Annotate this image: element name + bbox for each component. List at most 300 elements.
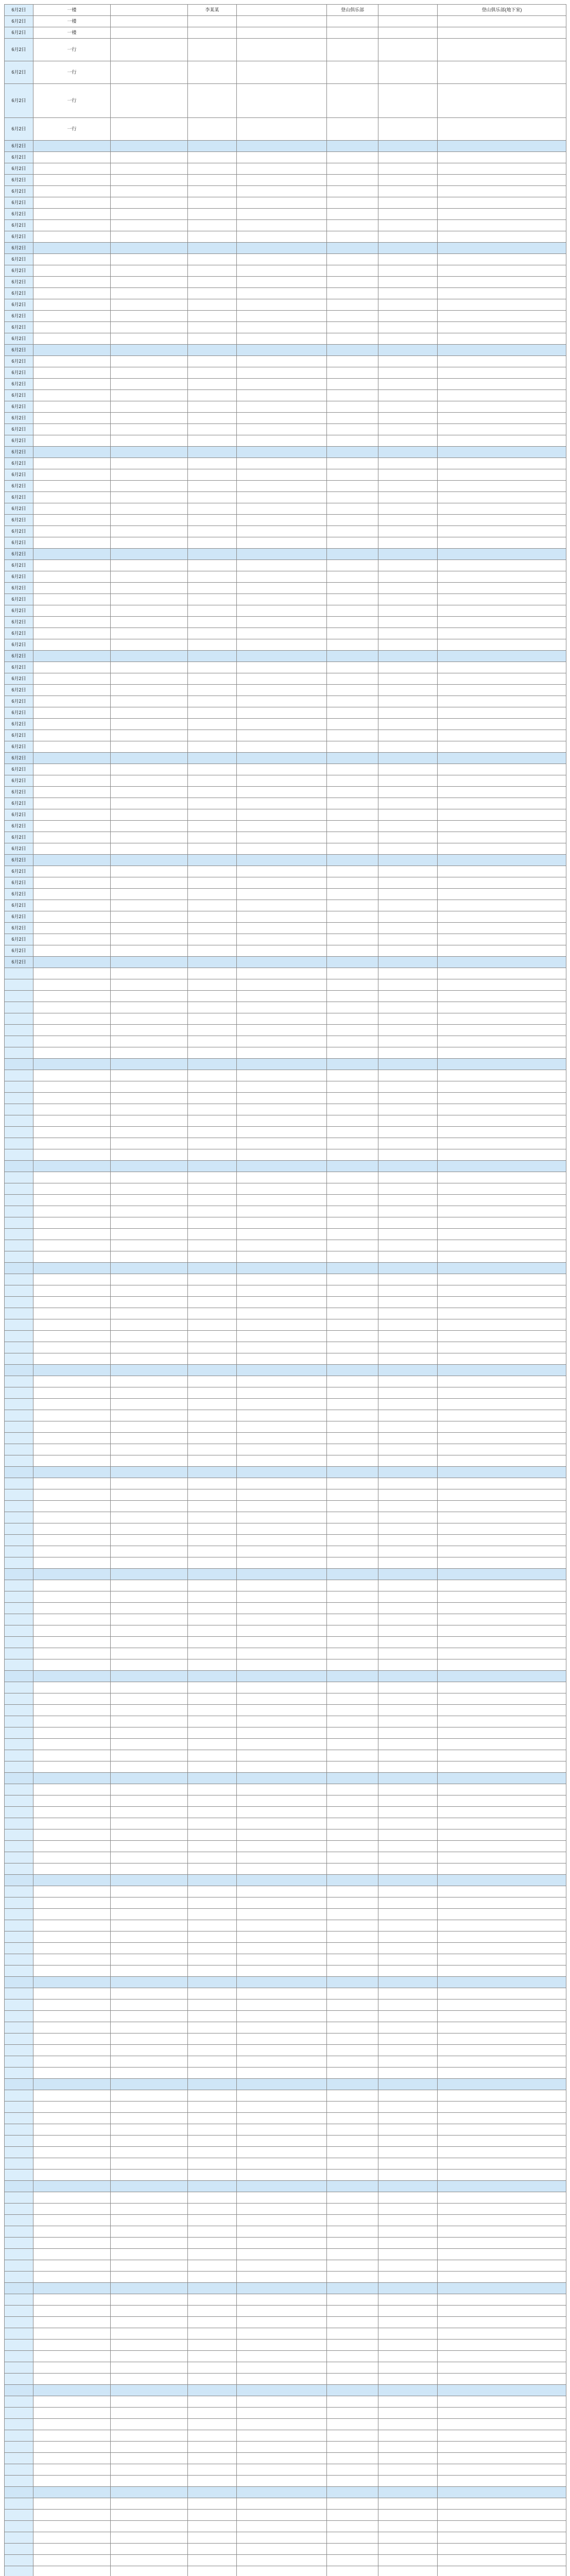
- table-cell: [188, 2385, 237, 2396]
- table-cell: [33, 526, 111, 537]
- table-cell: [111, 1104, 188, 1115]
- table-cell: [5, 1161, 33, 1172]
- table-cell: [33, 1739, 111, 1750]
- table-cell: [33, 1523, 111, 1535]
- table-cell: [111, 2226, 188, 2238]
- table-cell: [33, 2260, 111, 2272]
- table-cell: [378, 2317, 438, 2328]
- table-cell: [111, 605, 188, 617]
- table-cell: [5, 1047, 33, 1059]
- table-cell: [188, 2408, 237, 2419]
- table-cell: 6月2日: [5, 345, 33, 356]
- table-cell: [111, 1410, 188, 1421]
- table-cell: 6月2日: [5, 821, 33, 832]
- table-cell: [5, 2294, 33, 2306]
- table-cell: [188, 424, 237, 435]
- table-row: [5, 1455, 566, 1467]
- table-cell: [188, 957, 237, 968]
- table-cell: [5, 1036, 33, 1047]
- table-cell: [327, 1172, 378, 1183]
- table-cell: [237, 2067, 327, 2079]
- table-cell: [33, 1195, 111, 1206]
- table-row: [5, 617, 566, 628]
- table-cell: [188, 39, 237, 61]
- table-cell: [237, 2442, 327, 2453]
- table-cell: [378, 2464, 438, 2476]
- table-row: [5, 2170, 566, 2181]
- table-row: [5, 1138, 566, 1149]
- table-cell: [33, 1875, 111, 1886]
- table-cell: [33, 254, 111, 265]
- table-row: [5, 1115, 566, 1127]
- table-cell: [327, 1603, 378, 1614]
- table-cell: [327, 469, 378, 481]
- table-cell: [327, 639, 378, 651]
- table-cell: 6月2日: [5, 447, 33, 458]
- table-cell: 登山俱乐部(地下室): [438, 5, 566, 16]
- table-row: [5, 1444, 566, 1455]
- table-cell: [5, 979, 33, 991]
- table-cell: [378, 2113, 438, 2124]
- table-cell: [438, 605, 566, 617]
- table-cell: [111, 2487, 188, 2498]
- table-row: [5, 741, 566, 753]
- table-cell: [5, 1761, 33, 1773]
- table-cell: [237, 1172, 327, 1183]
- table-cell: 6月2日: [5, 911, 33, 923]
- table-cell: [438, 560, 566, 571]
- table-cell: [5, 1410, 33, 1421]
- table-row: [5, 1229, 566, 1240]
- table-cell: [237, 1070, 327, 1081]
- table-cell: [237, 2226, 327, 2238]
- table-cell: [378, 265, 438, 277]
- table-cell: [111, 1863, 188, 1875]
- table-cell: [378, 1444, 438, 1455]
- table-row: [5, 1931, 566, 1943]
- table-cell: [111, 855, 188, 866]
- table-cell: [33, 2158, 111, 2170]
- table-cell: [188, 685, 237, 696]
- table-row: [5, 2419, 566, 2430]
- table-cell: [327, 809, 378, 821]
- table-cell: [111, 447, 188, 458]
- table-cell: [33, 2306, 111, 2317]
- table-cell: [33, 1376, 111, 1387]
- table-cell: [327, 1557, 378, 1569]
- table-cell: [33, 855, 111, 866]
- table-cell: [5, 1467, 33, 1478]
- table-cell: [438, 288, 566, 299]
- table-cell: [111, 481, 188, 492]
- table-cell: [33, 685, 111, 696]
- table-cell: [327, 2362, 378, 2374]
- table-cell: [188, 1999, 237, 2011]
- table-row: [5, 197, 566, 209]
- table-cell: [237, 1274, 327, 1285]
- table-cell: [188, 401, 237, 413]
- table-cell: [188, 696, 237, 707]
- table-cell: [188, 979, 237, 991]
- table-cell: 6月2日: [5, 163, 33, 175]
- table-cell: [33, 1285, 111, 1297]
- table-cell: [237, 1535, 327, 1546]
- table-cell: [5, 1217, 33, 1229]
- table-cell: [438, 2045, 566, 2056]
- table-cell: [237, 2181, 327, 2192]
- table-row: [5, 2385, 566, 2396]
- table-cell: [438, 254, 566, 265]
- table-cell: [111, 2079, 188, 2090]
- table-row: [5, 1467, 566, 1478]
- table-cell: [5, 1059, 33, 1070]
- table-cell: [33, 2102, 111, 2113]
- table-cell: [188, 571, 237, 583]
- table-cell: [327, 957, 378, 968]
- table-cell: [111, 1535, 188, 1546]
- table-row: [5, 594, 566, 605]
- table-row: [5, 288, 566, 299]
- table-cell: [438, 775, 566, 787]
- table-cell: [188, 2532, 237, 2544]
- table-cell: [111, 152, 188, 163]
- table-cell: [111, 163, 188, 175]
- table-cell: [188, 1546, 237, 1557]
- table-cell: [33, 877, 111, 889]
- table-cell: [378, 333, 438, 345]
- table-cell: [237, 2136, 327, 2147]
- table-cell: 6月2日: [5, 16, 33, 27]
- table-cell: [5, 1523, 33, 1535]
- table-cell: [438, 2079, 566, 2090]
- table-cell: [237, 2249, 327, 2260]
- table-cell: [438, 1353, 566, 1365]
- table-cell: [111, 1285, 188, 1297]
- table-row: [5, 152, 566, 163]
- table-cell: [438, 2453, 566, 2464]
- table-row: [5, 2260, 566, 2272]
- table-cell: [111, 571, 188, 583]
- table-cell: [378, 1773, 438, 1784]
- table-cell: [188, 2566, 237, 2576]
- table-cell: [111, 2317, 188, 2328]
- table-cell: [378, 2192, 438, 2204]
- table-cell: [237, 1036, 327, 1047]
- table-row: [5, 1965, 566, 1977]
- table-cell: [5, 2090, 33, 2102]
- table-cell: [378, 1784, 438, 1795]
- table-cell: [33, 2566, 111, 2576]
- table-cell: [111, 719, 188, 730]
- table-cell: [378, 1614, 438, 1625]
- table-cell: [188, 934, 237, 945]
- table-cell: [188, 84, 237, 118]
- table-cell: [327, 1399, 378, 1410]
- table-cell: [378, 1433, 438, 1444]
- table-cell: [327, 1013, 378, 1025]
- table-cell: [111, 560, 188, 571]
- table-cell: [188, 741, 237, 753]
- table-row: [5, 1478, 566, 1489]
- table-cell: [33, 2351, 111, 2362]
- table-cell: [378, 1637, 438, 1648]
- table-cell: [378, 5, 438, 16]
- table-cell: 6月2日: [5, 798, 33, 809]
- table-cell: [5, 1954, 33, 1965]
- table-cell: [438, 991, 566, 1002]
- table-cell: [378, 16, 438, 27]
- table-row: [5, 2430, 566, 2442]
- table-cell: [33, 730, 111, 741]
- table-cell: [111, 1682, 188, 1693]
- table-cell: [188, 1127, 237, 1138]
- table-cell: [327, 764, 378, 775]
- table-cell: [111, 1829, 188, 1841]
- table-row: [5, 458, 566, 469]
- table-cell: [378, 1535, 438, 1546]
- table-cell: [237, 2362, 327, 2374]
- table-cell: [188, 651, 237, 662]
- table-cell: 6月2日: [5, 719, 33, 730]
- table-cell: [327, 775, 378, 787]
- table-cell: 6月2日: [5, 277, 33, 288]
- table-cell: [188, 1523, 237, 1535]
- table-cell: [378, 923, 438, 934]
- table-cell: [33, 2487, 111, 2498]
- table-cell: [237, 1025, 327, 1036]
- table-cell: [438, 1161, 566, 1172]
- table-cell: [237, 1523, 327, 1535]
- table-cell: [188, 1705, 237, 1716]
- table-cell: 6月2日: [5, 889, 33, 900]
- table-cell: [438, 1909, 566, 1920]
- table-cell: [438, 730, 566, 741]
- table-cell: [5, 1206, 33, 1217]
- table-cell: [111, 1263, 188, 1274]
- table-cell: [327, 1750, 378, 1761]
- table-cell: [111, 220, 188, 231]
- table-cell: [5, 1285, 33, 1297]
- table-cell: [33, 1897, 111, 1909]
- table-cell: [327, 1433, 378, 1444]
- table-cell: [111, 968, 188, 979]
- table-cell: [378, 2510, 438, 2521]
- table-cell: [33, 265, 111, 277]
- table-cell: [438, 2170, 566, 2181]
- table-cell: [33, 2532, 111, 2544]
- table-cell: [438, 1455, 566, 1467]
- table-cell: [327, 2328, 378, 2340]
- table-cell: [237, 2464, 327, 2476]
- table-cell: [5, 2147, 33, 2158]
- table-cell: [237, 1081, 327, 1093]
- table-cell: [33, 1353, 111, 1365]
- table-cell: [111, 5, 188, 16]
- table-cell: 6月2日: [5, 526, 33, 537]
- table-cell: [327, 1353, 378, 1365]
- table-cell: [5, 1013, 33, 1025]
- table-cell: [237, 1217, 327, 1229]
- table-cell: [188, 1671, 237, 1682]
- table-cell: [438, 1115, 566, 1127]
- table-cell: [438, 2238, 566, 2249]
- table-cell: [438, 1773, 566, 1784]
- table-cell: [378, 1546, 438, 1557]
- table-cell: [5, 1433, 33, 1444]
- table-row: [5, 1421, 566, 1433]
- table-row: [5, 1761, 566, 1773]
- table-cell: [111, 764, 188, 775]
- table-cell: [378, 696, 438, 707]
- table-row: [5, 2124, 566, 2136]
- table-row: [5, 299, 566, 311]
- table-cell: [378, 2555, 438, 2566]
- table-row: [5, 2067, 566, 2079]
- table-row: [5, 753, 566, 764]
- table-cell: [111, 61, 188, 84]
- table-cell: [237, 1149, 327, 1161]
- table-cell: [33, 889, 111, 900]
- table-cell: [237, 1501, 327, 1512]
- table-cell: [5, 1795, 33, 1807]
- table-cell: [188, 1081, 237, 1093]
- table-row: [5, 764, 566, 775]
- table-cell: [188, 1863, 237, 1875]
- table-cell: [237, 2476, 327, 2487]
- table-cell: [188, 1603, 237, 1614]
- table-cell: [188, 1025, 237, 1036]
- table-cell: [438, 537, 566, 549]
- table-cell: [438, 345, 566, 356]
- table-cell: [438, 458, 566, 469]
- table-cell: [111, 1727, 188, 1739]
- table-cell: [33, 900, 111, 911]
- table-cell: [5, 2430, 33, 2442]
- table-cell: [237, 1387, 327, 1399]
- table-cell: [111, 2204, 188, 2215]
- table-cell: [327, 1818, 378, 1829]
- table-cell: [188, 1920, 237, 1931]
- table-cell: [237, 923, 327, 934]
- table-cell: [188, 2317, 237, 2328]
- table-cell: [33, 2555, 111, 2566]
- table-cell: [438, 1025, 566, 1036]
- table-cell: [111, 1818, 188, 1829]
- table-cell: [327, 832, 378, 843]
- table-cell: [438, 2249, 566, 2260]
- table-cell: [438, 1229, 566, 1240]
- table-cell: [33, 821, 111, 832]
- table-row: [5, 515, 566, 526]
- table-cell: [438, 1739, 566, 1750]
- table-cell: [438, 2067, 566, 2079]
- table-cell: [237, 1841, 327, 1852]
- table-cell: [188, 2204, 237, 2215]
- table-row: [5, 2374, 566, 2385]
- table-row: [5, 1807, 566, 1818]
- table-cell: [438, 651, 566, 662]
- table-cell: [378, 1297, 438, 1308]
- table-cell: [33, 1569, 111, 1580]
- table-row: [5, 2079, 566, 2090]
- table-cell: [111, 1365, 188, 1376]
- table-cell: [111, 413, 188, 424]
- table-cell: [327, 549, 378, 560]
- table-cell: [33, 1637, 111, 1648]
- table-cell: [237, 571, 327, 583]
- table-cell: [5, 1841, 33, 1852]
- table-cell: [237, 730, 327, 741]
- table-cell: [237, 2022, 327, 2033]
- table-cell: [188, 1637, 237, 1648]
- table-row: [5, 696, 566, 707]
- table-cell: [188, 2215, 237, 2226]
- table-cell: [33, 299, 111, 311]
- table-cell: [378, 1897, 438, 1909]
- table-cell: [188, 447, 237, 458]
- table-cell: [33, 1433, 111, 1444]
- table-cell: [111, 707, 188, 719]
- table-cell: [327, 163, 378, 175]
- table-cell: [188, 639, 237, 651]
- table-row: [5, 2294, 566, 2306]
- table-cell: [438, 1693, 566, 1705]
- table-cell: [33, 991, 111, 1002]
- table-cell: [188, 2124, 237, 2136]
- table-cell: [237, 549, 327, 560]
- table-cell: 一楼: [33, 5, 111, 16]
- table-cell: [188, 197, 237, 209]
- table-row: [5, 1206, 566, 1217]
- table-row: [5, 1240, 566, 1251]
- table-cell: [111, 1149, 188, 1161]
- table-row: [5, 2181, 566, 2192]
- table-cell: [438, 1104, 566, 1115]
- table-cell: [188, 1727, 237, 1739]
- table-cell: [33, 1909, 111, 1920]
- table-cell: [111, 1625, 188, 1637]
- table-cell: [188, 968, 237, 979]
- table-cell: [5, 1909, 33, 1920]
- table-cell: [33, 1297, 111, 1308]
- table-cell: [188, 617, 237, 628]
- table-cell: [438, 526, 566, 537]
- table-cell: [378, 979, 438, 991]
- table-cell: [438, 1047, 566, 1059]
- table-cell: [188, 1489, 237, 1501]
- table-cell: [237, 277, 327, 288]
- table-row: [5, 1716, 566, 1727]
- table-cell: [378, 877, 438, 889]
- table-cell: [378, 390, 438, 401]
- table-cell: [188, 2158, 237, 2170]
- table-cell: [237, 503, 327, 515]
- table-cell: [438, 1206, 566, 1217]
- table-cell: [33, 2113, 111, 2124]
- table-cell: [378, 1603, 438, 1614]
- table-cell: [378, 1727, 438, 1739]
- table-cell: [237, 1920, 327, 1931]
- table-cell: [33, 1671, 111, 1682]
- table-cell: [188, 2362, 237, 2374]
- table-cell: [378, 220, 438, 231]
- table-row: [5, 1863, 566, 1875]
- table-cell: [438, 435, 566, 447]
- table-row: [5, 118, 566, 141]
- table-cell: [378, 1263, 438, 1274]
- table-cell: [111, 231, 188, 243]
- table-cell: [111, 1546, 188, 1557]
